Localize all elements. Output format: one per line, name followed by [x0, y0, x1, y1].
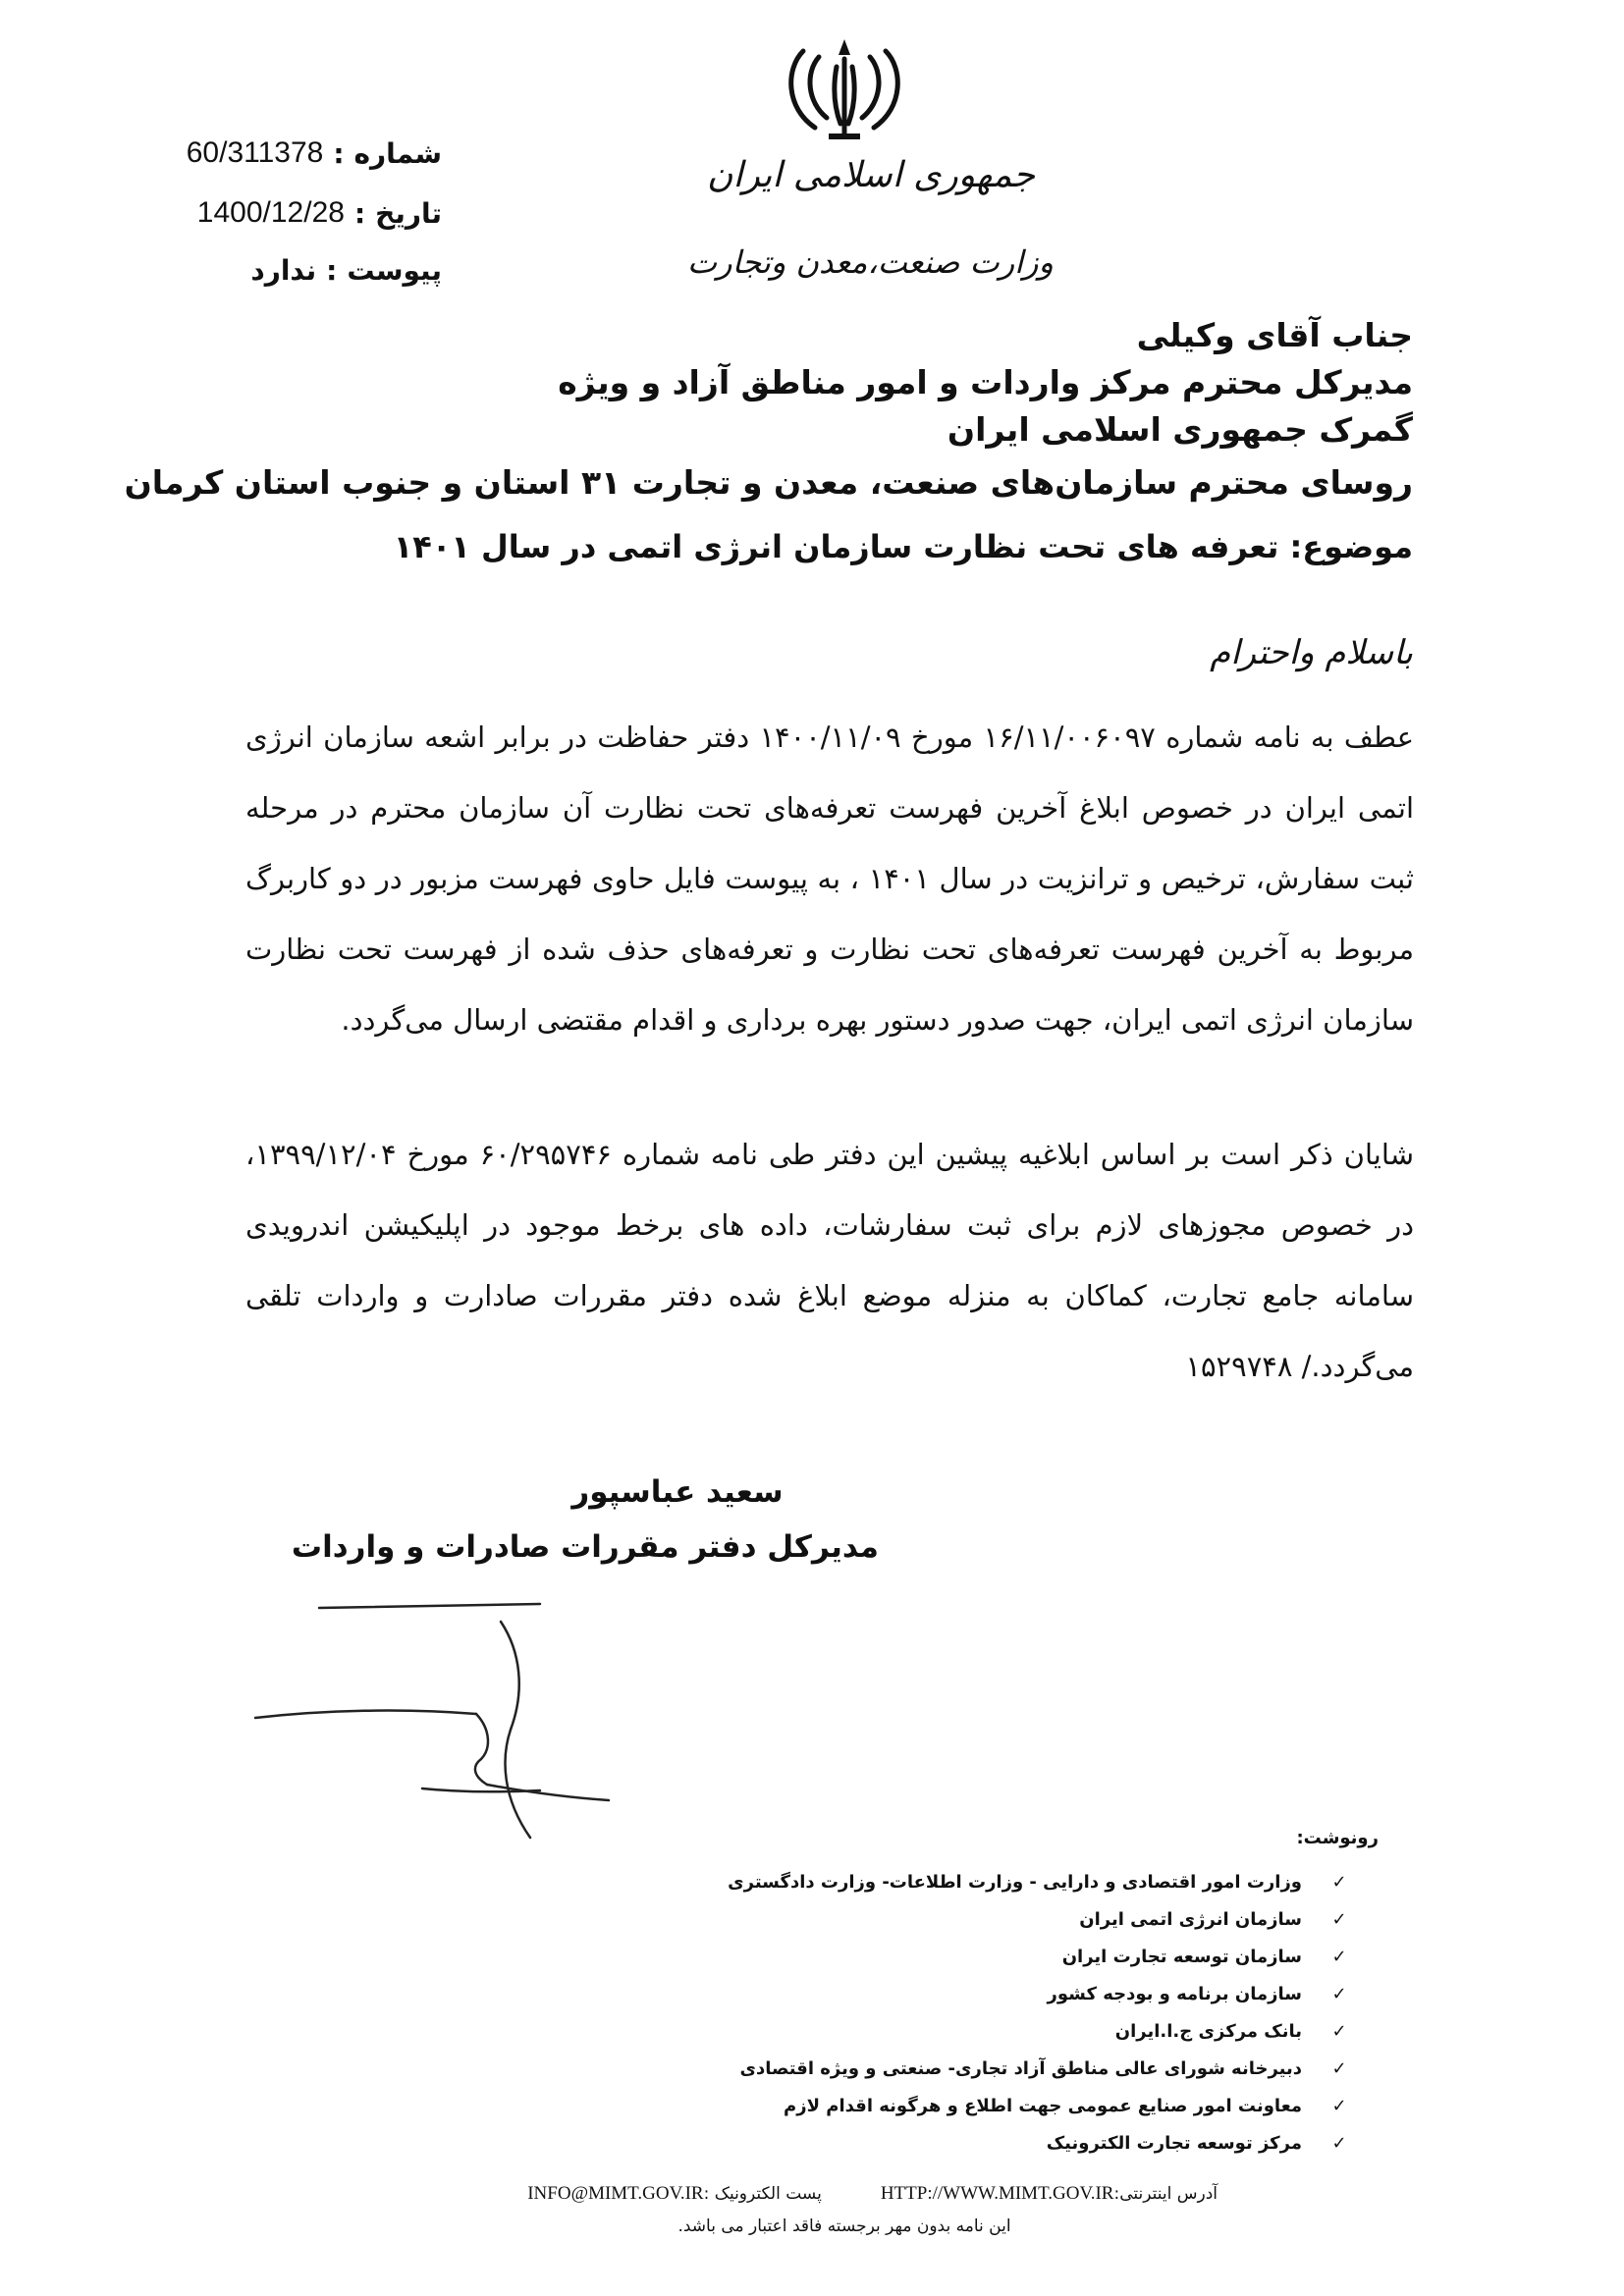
cc-item: [318, 1863, 1349, 1900]
body-paragraph-2: شایان ذکر است بر اساس ابلاغیه پیشین این دفتر طی نامه شماره ۶۰/۲۹۵۷۴۶ مورخ ۱۳۹۹/۱۲/۰۴، در خصوص مجوزهای لازم برای ثبت سفارشات، داده های برخط موجود در اپلیکیشن اندرویدی سامانه جامع تجارت، کماکان به منزله موضع ابلاغ شده دفتر مقررات صادارت و واردات تلقی می‌گردد./ ۱۵۲۹۷۴۸: [245, 1138, 1414, 1383]
checkmark-icon: ✓: [1331, 2057, 1347, 2079]
cc-item: [318, 1938, 1349, 1975]
cc-title: رونوشت:: [1296, 1828, 1379, 1848]
salutation: باسلام واحترام: [1210, 633, 1413, 672]
ministry-name: وزارت صنعت،معدن وتجارت: [687, 243, 1054, 281]
email-label: پست الکترونیک :: [703, 2184, 822, 2204]
letter-date-value: 1400/12/28: [196, 196, 345, 229]
attachment-row: [128, 248, 442, 292]
cc-item: [318, 1900, 1349, 1938]
cc-item-text: معاونت امور صنایع عمومی جهت اطلاع و هرگونه اقدام لازم: [784, 2095, 1302, 2116]
checkmark-icon: ✓: [1331, 2020, 1347, 2042]
cc-item: [318, 2087, 1349, 2124]
cc-item-text: بانک مرکزی ج.ا.ایران: [1114, 2020, 1302, 2042]
separator: :: [326, 253, 338, 287]
addressee-name: جناب آقای وکیلی: [1136, 316, 1413, 354]
emblem-icon: [776, 29, 913, 147]
signer-name: سعید عباسپور: [571, 1474, 784, 1510]
validity-note: این نامه بدون مهر برجسته فاقد اعتبار می باشد.: [677, 2216, 1011, 2236]
country-name: جمهوری اسلامی ایران: [707, 155, 1035, 195]
addressee-provinces: روسای محترم سازمان‌های صنعت، معدن و تجارت ۳۱ استان و جنوب استان کرمان: [124, 463, 1413, 502]
checkmark-icon: ✓: [1331, 1983, 1347, 2004]
website-link[interactable]: HTTP://WWW.MIMT.GOV.IR: [880, 2183, 1114, 2204]
attachment-value: ندارد: [250, 253, 317, 287]
checkmark-icon: ✓: [1331, 1946, 1347, 1967]
cc-item-text: سازمان انرژی اتمی ایران: [1079, 1908, 1302, 1930]
separator: :: [333, 136, 345, 170]
cc-list: [318, 1863, 1349, 2162]
cc-item-text: دبیرخانه شورای عالی مناطق آزاد تجاری- صنعتی و ویژه اقتصادی: [739, 2057, 1302, 2079]
handwritten-signature: [245, 1582, 619, 1877]
cc-item-text: مرکز توسعه تجارت الکترونیک: [1046, 2132, 1302, 2154]
addressee-organization: گمرک جمهوری اسلامی ایران: [947, 410, 1413, 449]
cc-item: [318, 2050, 1349, 2087]
signer-title: مدیرکل دفتر مقررات صادرات و واردات: [291, 1529, 879, 1565]
letter-subject: موضوع: تعرفه های تحت نظارت سازمان انرژی اتمی در سال ۱۴۰۱: [393, 528, 1413, 565]
checkmark-icon: ✓: [1331, 1908, 1347, 1930]
cc-item: [318, 2012, 1349, 2050]
cc-item-text: سازمان توسعه تجارت ایران: [1061, 1946, 1302, 1967]
checkmark-icon: ✓: [1331, 2132, 1347, 2154]
cc-item-text: وزارت امور اقتصادی و دارایی - وزارت اطلاعات- وزارت دادگستری: [728, 1871, 1302, 1893]
addressee-position: مدیرکل محترم مرکز واردات و امور مناطق آزاد و ویژه: [558, 363, 1413, 401]
cc-item-text: سازمان برنامه و بودجه کشور: [1047, 1983, 1302, 2004]
attachment-label: پیوست: [347, 253, 442, 287]
letter-number-row: [128, 132, 442, 175]
website-label: آدرس اینترنتی:: [1113, 2184, 1218, 2204]
email-link[interactable]: INFO@MIMT.GOV.IR: [527, 2183, 704, 2204]
checkmark-icon: ✓: [1331, 2095, 1347, 2116]
letter-date-label: تاریخ: [375, 196, 442, 230]
letter-number-label: شماره: [353, 136, 442, 170]
body-paragraph-1: عطف به نامه شماره ۱۶/۱۱/۰۰۶۰۹۷ مورخ ۱۴۰۰/۱۱/۰۹ دفتر حفاظت در برابر اشعه سازمان انرژی اتمی ایران در خصوص ابلاغ آخرین فهرست تعرفه‌های تحت نظارت آن سازمان محترم در مرحله ثبت سفارش، ترخیص و ترانزیت در سال ۱۴۰۱ ، به پیوست فایل حاوی فهرست مزبور در دو کاربرگ مربوط به آخرین فهرست تعرفه‌های تحت نظارت و تعرفه‌های حذف شده از فهرست تحت نظارت سازمان انرژی اتمی ایران، جهت صدور دستور بهره برداری و اقدام مقتضی ارسال می‌گردد.: [245, 721, 1414, 1037]
letter-date-row: [128, 191, 442, 235]
checkmark-icon: ✓: [1331, 1871, 1347, 1893]
letter-number-value: 60/311378: [186, 136, 324, 169]
footer-contact: [412, 2177, 1218, 2211]
separator: :: [353, 196, 366, 230]
cc-item: [318, 1975, 1349, 2012]
cc-item: [318, 2124, 1349, 2162]
